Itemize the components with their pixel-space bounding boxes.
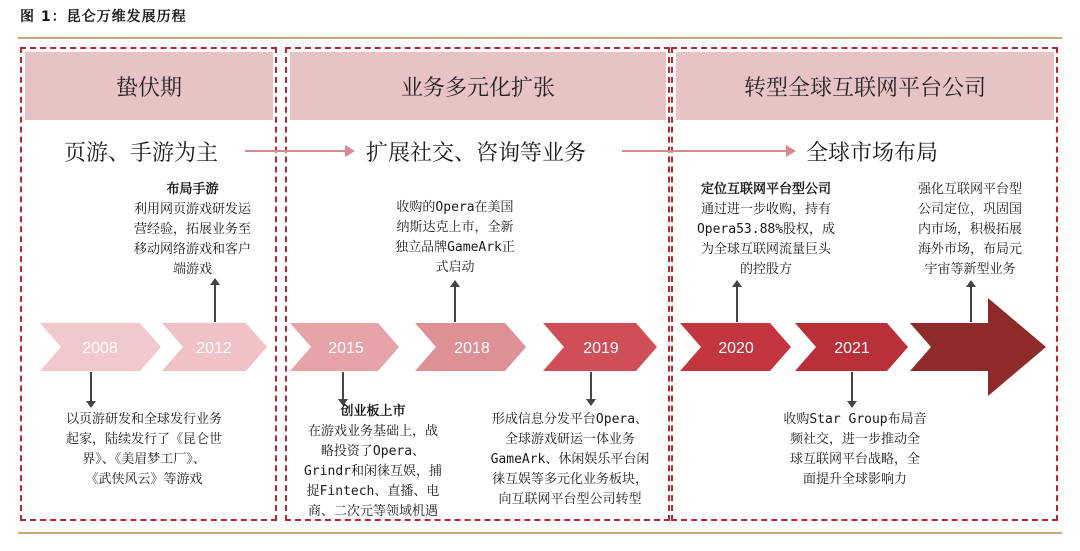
event-2021-line: 收购Star Group布局音 — [783, 412, 927, 427]
event-future-line: 宇宙等新型业务 — [924, 262, 1016, 277]
connector-2021 — [851, 372, 853, 402]
event-2015-line: 捉Fintech、直播、电 — [306, 484, 440, 499]
event-2020-line: 为全球互联网流量巨头 — [700, 242, 831, 257]
phase-2-title: 业务多元化扩张 — [290, 52, 666, 120]
connector-future — [970, 286, 972, 322]
event-2012 — [110, 180, 275, 280]
event-2015-line: 在游戏业务基础上，战 — [307, 424, 438, 439]
event-2008-line: 界》、《美眉梦工厂》、 — [82, 452, 206, 467]
event-2021-line: 面提升全球影响力 — [802, 472, 907, 487]
year-2012: 2012 — [196, 340, 232, 357]
event-future-line: 内市场，积极拓展 — [917, 222, 1022, 237]
connector-2018 — [454, 286, 456, 322]
phase-2-subtitle: 扩展社交、咨询等业务 — [366, 141, 587, 166]
event-2019-line: GameArk、休闲娱乐平台闲 — [490, 452, 650, 467]
event-2021 — [760, 410, 950, 490]
event-2021-line: 球互联网平台战略，全 — [789, 452, 920, 467]
event-2021-line: 频社交，进一步推动全 — [789, 432, 920, 447]
event-2008 — [26, 410, 262, 490]
chevron-2020 — [680, 323, 791, 371]
event-future-line: 海外市场，布局元 — [917, 242, 1022, 257]
event-2008-line: 《武侠风云》等游戏 — [85, 472, 203, 487]
phase-3-title: 转型全球互联网平台公司 — [676, 52, 1054, 120]
event-2020-line: 通过进一步收购，持有 — [700, 202, 831, 217]
year-2021: 2021 — [834, 340, 870, 357]
chevron-2012 — [162, 323, 267, 371]
chevron-2018 — [415, 323, 526, 371]
event-2018-line: 收购的Opera在美国 — [396, 200, 514, 215]
chevron-future — [910, 298, 1046, 396]
event-2020-line: Opera53.88%股权，成 — [696, 222, 836, 237]
event-2018-line: 纳斯达克上市，全新 — [396, 220, 514, 235]
chevron-future-shape — [910, 298, 1046, 396]
event-future — [890, 180, 1050, 280]
connector-2020 — [736, 286, 738, 322]
event-2019 — [472, 410, 668, 510]
connector-2019 — [590, 372, 592, 400]
connector-2015 — [342, 372, 344, 400]
event-2012-line: 营经验，拓展业务至 — [133, 222, 251, 237]
event-2018-line: 独立品牌GameArk正 — [395, 240, 515, 255]
year-2020: 2020 — [718, 340, 754, 357]
connector-2012 — [214, 284, 216, 322]
phase-3-subtitle: 全球市场布局 — [806, 141, 939, 166]
event-2012-title: 布局手游 — [166, 182, 219, 197]
chevron-2015 — [290, 323, 399, 371]
event-2019-line: 徕互娱等多元化业务板块， — [491, 472, 648, 487]
year-2015: 2015 — [328, 340, 364, 357]
phase-1-subtitle: 页游、手游为主 — [64, 141, 219, 166]
event-2015-line: 商、二次元等领域机遇 — [307, 504, 438, 519]
event-2019-line: 全球游戏研运一体业务 — [504, 432, 635, 447]
chevron-2008 — [40, 323, 161, 371]
event-2020-line: 的控股方 — [739, 262, 792, 277]
event-2012-line: 移动网络游戏和客户 — [133, 242, 251, 257]
figure-title: 图 1：昆仑万维发展历程 — [20, 9, 187, 25]
event-2015-line: 略投资了Opera、 — [320, 444, 426, 459]
year-2008: 2008 — [82, 340, 118, 357]
phase-1-title: 蛰伏期 — [25, 52, 273, 120]
event-2015-line: Grindr和闲徕互娱，捕 — [304, 464, 442, 479]
year-2019: 2019 — [583, 340, 619, 357]
event-2012-line: 端游戏 — [172, 262, 212, 277]
event-2015-title: 创业板上市 — [340, 404, 406, 419]
event-2015 — [285, 402, 461, 522]
chevron-2021 — [795, 323, 908, 371]
event-2020 — [676, 180, 856, 280]
event-future-line: 强化互联网平台型 — [917, 182, 1022, 197]
event-2020-title: 定位互联网平台型公司 — [700, 182, 831, 197]
year-2018: 2018 — [454, 340, 490, 357]
event-2019-line: 向互联网平台型公司转型 — [498, 492, 642, 507]
event-2018 — [370, 198, 540, 278]
event-2008-line: 以页游研发和全球发行业务 — [65, 412, 222, 427]
event-future-line: 公司定位，巩固国 — [917, 202, 1022, 217]
connector-2008 — [90, 372, 92, 402]
chevron-2019 — [543, 323, 657, 371]
event-2018-line: 式启动 — [435, 260, 475, 275]
event-2019-line: 形成信息分发平台Opera、 — [491, 412, 649, 427]
event-2008-line: 起家，陆续发行了《昆仑世 — [65, 432, 222, 447]
event-2012-line: 利用网页游戏研发运 — [133, 202, 251, 217]
